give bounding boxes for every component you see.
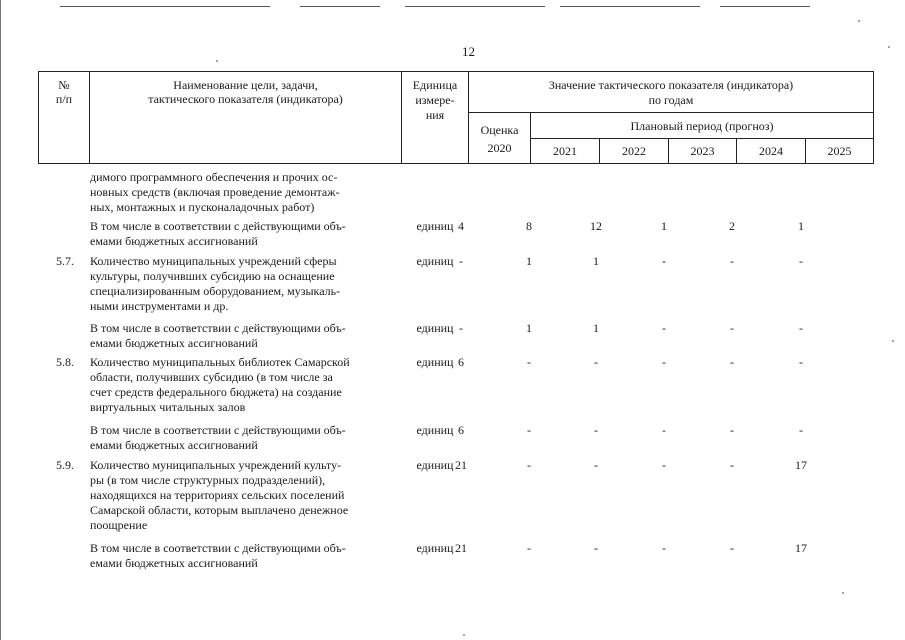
row-unit: единиц	[416, 254, 454, 268]
header-year-2021: 2021	[530, 138, 600, 164]
row-unit: единиц	[416, 458, 454, 472]
row-value: -	[459, 321, 463, 335]
header-year-2024: 2024	[736, 138, 806, 164]
row-value: -	[594, 541, 598, 555]
header-planned: Плановый период (прогноз)	[530, 112, 874, 139]
row-value: -	[730, 254, 734, 268]
header-num: № п/п	[38, 71, 90, 164]
row-value: -	[662, 254, 666, 268]
header-unit: Единица измере- ния	[401, 71, 469, 164]
row-name: В том числе в соответствии с действующими объ- емами бюджетных ассигнований	[90, 219, 346, 248]
row-name: В том числе в соответствии с действующими объ- емами бюджетных ассигнований	[90, 541, 346, 570]
row-value: 17	[795, 541, 807, 555]
row-value: 1	[661, 219, 667, 233]
header-estimate: Оценка 2020	[468, 112, 531, 164]
row-value: -	[594, 423, 598, 437]
row-number: 5.7.	[56, 254, 74, 268]
scan-top-line	[560, 6, 700, 7]
scan-top-line	[720, 6, 810, 7]
row-name: Количество муниципальных библиотек Самарской области, получивших субсидию (в том числе за счет средств федерального бюджета) на создание виртуальных читальных залов	[90, 355, 350, 414]
row-number: 5.8.	[56, 355, 74, 369]
row-value: -	[799, 423, 803, 437]
row-value: -	[799, 355, 803, 369]
row-value: -	[799, 254, 803, 268]
row-name: Количество муниципальных учреждений сферы культуры, получивших субсидию на оснащение специализированным оборудованием, музыкаль- ными инструментами и др.	[90, 254, 341, 313]
row-value: -	[730, 541, 734, 555]
row-value: -	[662, 321, 666, 335]
row-name: В том числе в соответствии с действующими объ- емами бюджетных ассигнований	[90, 423, 346, 452]
page-number: 12	[462, 44, 475, 59]
row-value: 8	[526, 219, 532, 233]
header-year-2022: 2022	[599, 138, 669, 164]
row-value: 6	[458, 355, 464, 369]
row-number: 5.9.	[56, 458, 74, 472]
row-value: 21	[455, 458, 467, 472]
row-value: -	[527, 541, 531, 555]
row-value: 12	[590, 219, 602, 233]
row-value: 1	[593, 254, 599, 268]
scan-left-edge	[0, 0, 1, 640]
row-value: 1	[798, 219, 804, 233]
row-name: димого программного обеспечения и прочих ос- новных средств (включая проведение демонтаж- ных, монтажных и пусконаладочных работ)	[90, 170, 340, 214]
row-value: -	[527, 458, 531, 472]
row-value: 4	[458, 219, 464, 233]
row-unit: единиц	[416, 219, 454, 233]
row-value: 1	[526, 321, 532, 335]
row-name: В том числе в соответствии с действующими объ- емами бюджетных ассигнований	[90, 321, 346, 350]
row-value: -	[730, 321, 734, 335]
row-value: 2	[729, 219, 735, 233]
row-name: Количество муниципальных учреждений культу- ры (в том числе структурных подразделений), находящихся на территориях сельских поселений Самарской области, которым выплачено денежное поощрение	[90, 458, 349, 532]
scan-speck	[892, 340, 894, 342]
header-name: Наименование цели, задачи, тактического показателя (индикатора)	[89, 71, 402, 164]
row-value: -	[730, 458, 734, 472]
row-value: -	[594, 458, 598, 472]
row-unit: единиц	[416, 355, 454, 369]
scan-speck	[463, 634, 465, 636]
row-value: -	[527, 355, 531, 369]
row-unit: единиц	[416, 423, 454, 437]
row-value: -	[799, 321, 803, 335]
scan-top-line	[60, 6, 270, 7]
row-value: -	[662, 458, 666, 472]
row-value: -	[594, 355, 598, 369]
row-value: 17	[795, 458, 807, 472]
scan-speck	[842, 592, 844, 594]
scan-top-line	[405, 6, 545, 7]
row-value: -	[662, 355, 666, 369]
scan-speck	[888, 46, 890, 48]
row-value: -	[730, 423, 734, 437]
row-unit: единиц	[416, 541, 454, 555]
scan-top-line	[300, 6, 380, 7]
row-unit: единиц	[416, 321, 454, 335]
row-value: -	[662, 423, 666, 437]
row-value: 1	[526, 254, 532, 268]
header-value: Значение тактического показателя (индикатора) по годам	[468, 71, 874, 113]
table-header	[38, 71, 874, 164]
row-value: -	[527, 423, 531, 437]
row-value: -	[662, 541, 666, 555]
row-value: -	[459, 254, 463, 268]
row-value: -	[730, 355, 734, 369]
scan-speck	[858, 20, 860, 22]
header-year-2025: 2025	[805, 138, 874, 164]
header-year-2023: 2023	[668, 138, 737, 164]
row-value: 6	[458, 423, 464, 437]
row-value: 21	[455, 541, 467, 555]
row-value: 1	[593, 321, 599, 335]
scan-speck	[216, 60, 218, 62]
